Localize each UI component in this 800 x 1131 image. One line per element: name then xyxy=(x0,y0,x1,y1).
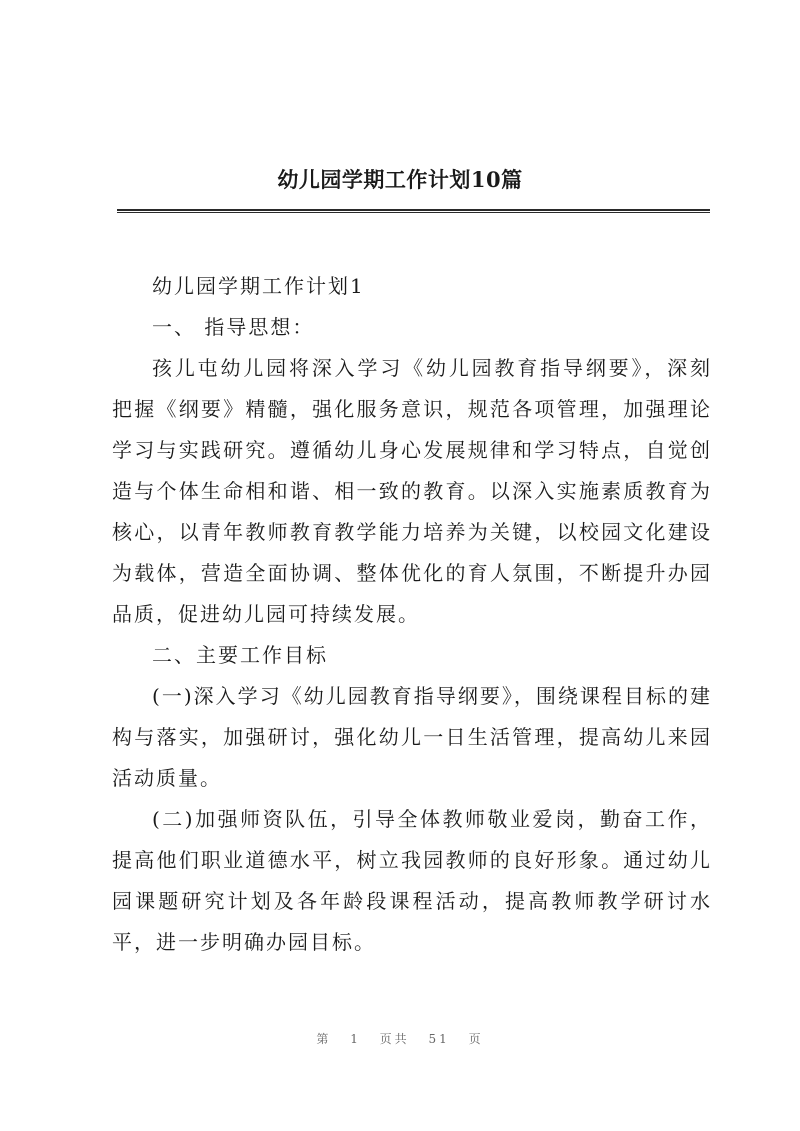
body-paragraph: (二)加强师资队伍，引导全体教师敬业爱岗，勤奋工作，提高他们职业道德水平，树立我园教师的良好形象。通过幼儿园课题研究计划及各年龄段课程活动，提高教师教学研讨水平，进一步明确办园目标。 xyxy=(112,807,712,954)
body-paragraph: 孩儿屯幼儿园将深入学习《幼儿园教育指导纲要》，深刻把握《纲要》精髓，强化服务意识，规范各项管理，加强理论学习与实践研究。遵循幼儿身心发展规律和学习特点，自觉创造与个体生命相和谐、相一致的教育。以深入实施素质教育为核心，以青年教师教育教学能力培养为关键，以校园文化建设为载体，营造全面协调、整体优化的育人氛围，不断提升办园品质，促进幼儿园可持续发展。 xyxy=(112,356,712,626)
body-paragraph: (一)深入学习《幼儿园教育指导纲要》，围绕课程目标的建构与落实，加强研讨，强化幼儿一日生活管理，提高幼儿来园活动质量。 xyxy=(112,684,712,790)
title-divider xyxy=(117,209,710,213)
footer-prefix: 第 xyxy=(316,1032,332,1046)
document-title: 幼儿园学期工作计划10篇 xyxy=(277,167,523,192)
footer-total-pages: 51 xyxy=(428,1032,450,1046)
subsection-heading: 一、 指导思想： xyxy=(152,315,315,339)
page-footer xyxy=(0,1030,800,1047)
document-body xyxy=(112,266,712,963)
section-heading: 幼儿园学期工作计划1 xyxy=(152,274,365,298)
footer-middle: 页共 xyxy=(379,1032,410,1046)
subsection-heading: 二、主要工作目标 xyxy=(152,643,328,667)
footer-current-page: 1 xyxy=(350,1032,361,1046)
footer-suffix: 页 xyxy=(468,1032,484,1046)
